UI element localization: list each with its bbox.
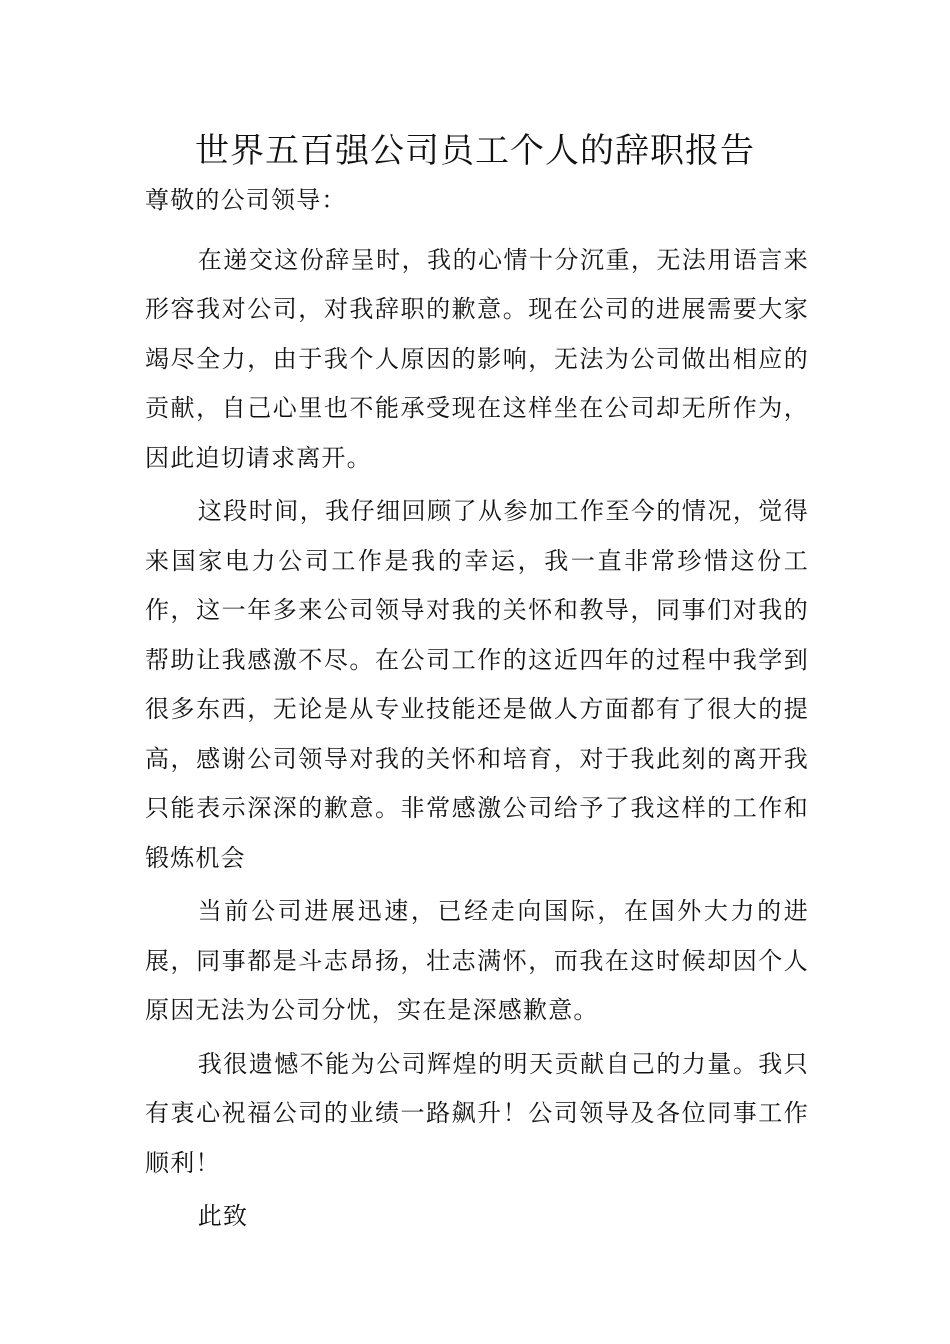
closing: 此致 bbox=[197, 1202, 249, 1230]
paragraph-4: 我很遗憾不能为公司辉煌的明天贡献自己的力量。我只有衷心祝福公司的业绩一路飙升！公司领导及各位同事工作顺利！ bbox=[145, 1049, 809, 1177]
paragraph-3: 当前公司进展迅速，已经走向国际，在国外大力的进展，同事都是斗志昂扬，壮志满怀，而我在这时候却因个人原因无法为公司分忧，实在是深感歉意。 bbox=[145, 897, 809, 1024]
paragraph-2: 这段时间，我仔细回顾了从参加工作至今的情况，觉得来国家电力公司工作是我的幸运，我一直非常珍惜这份工作，这一年多来公司领导对我的关怀和教导，同事们对我的帮助让我感激不尽。在公司工作的这近四年的过程中我学到很多东西，无论是从专业技能还是做人方面都有了很大的提高，感谢公司领导对我的关怀和培育，对于我此刻的离开我只能表示深深的歉意。非常感激公司给予了我这样的工作和锻炼机会 bbox=[145, 497, 809, 872]
paragraph-1: 在递交这份辞呈时，我的心情十分沉重，无法用语言来形容我对公司，对我辞职的歉意。现在公司的进展需要大家竭尽全力，由于我个人原因的影响，无法为公司做出相应的贡献，自己心里也不能承受现在这样坐在公司却无所作为，因此迫切请求离开。 bbox=[145, 245, 809, 472]
document-body bbox=[145, 176, 809, 1242]
document-title: 世界五百强公司员工个人的辞职报告 bbox=[195, 131, 755, 171]
salutation: 尊敬的公司领导： bbox=[145, 186, 347, 214]
